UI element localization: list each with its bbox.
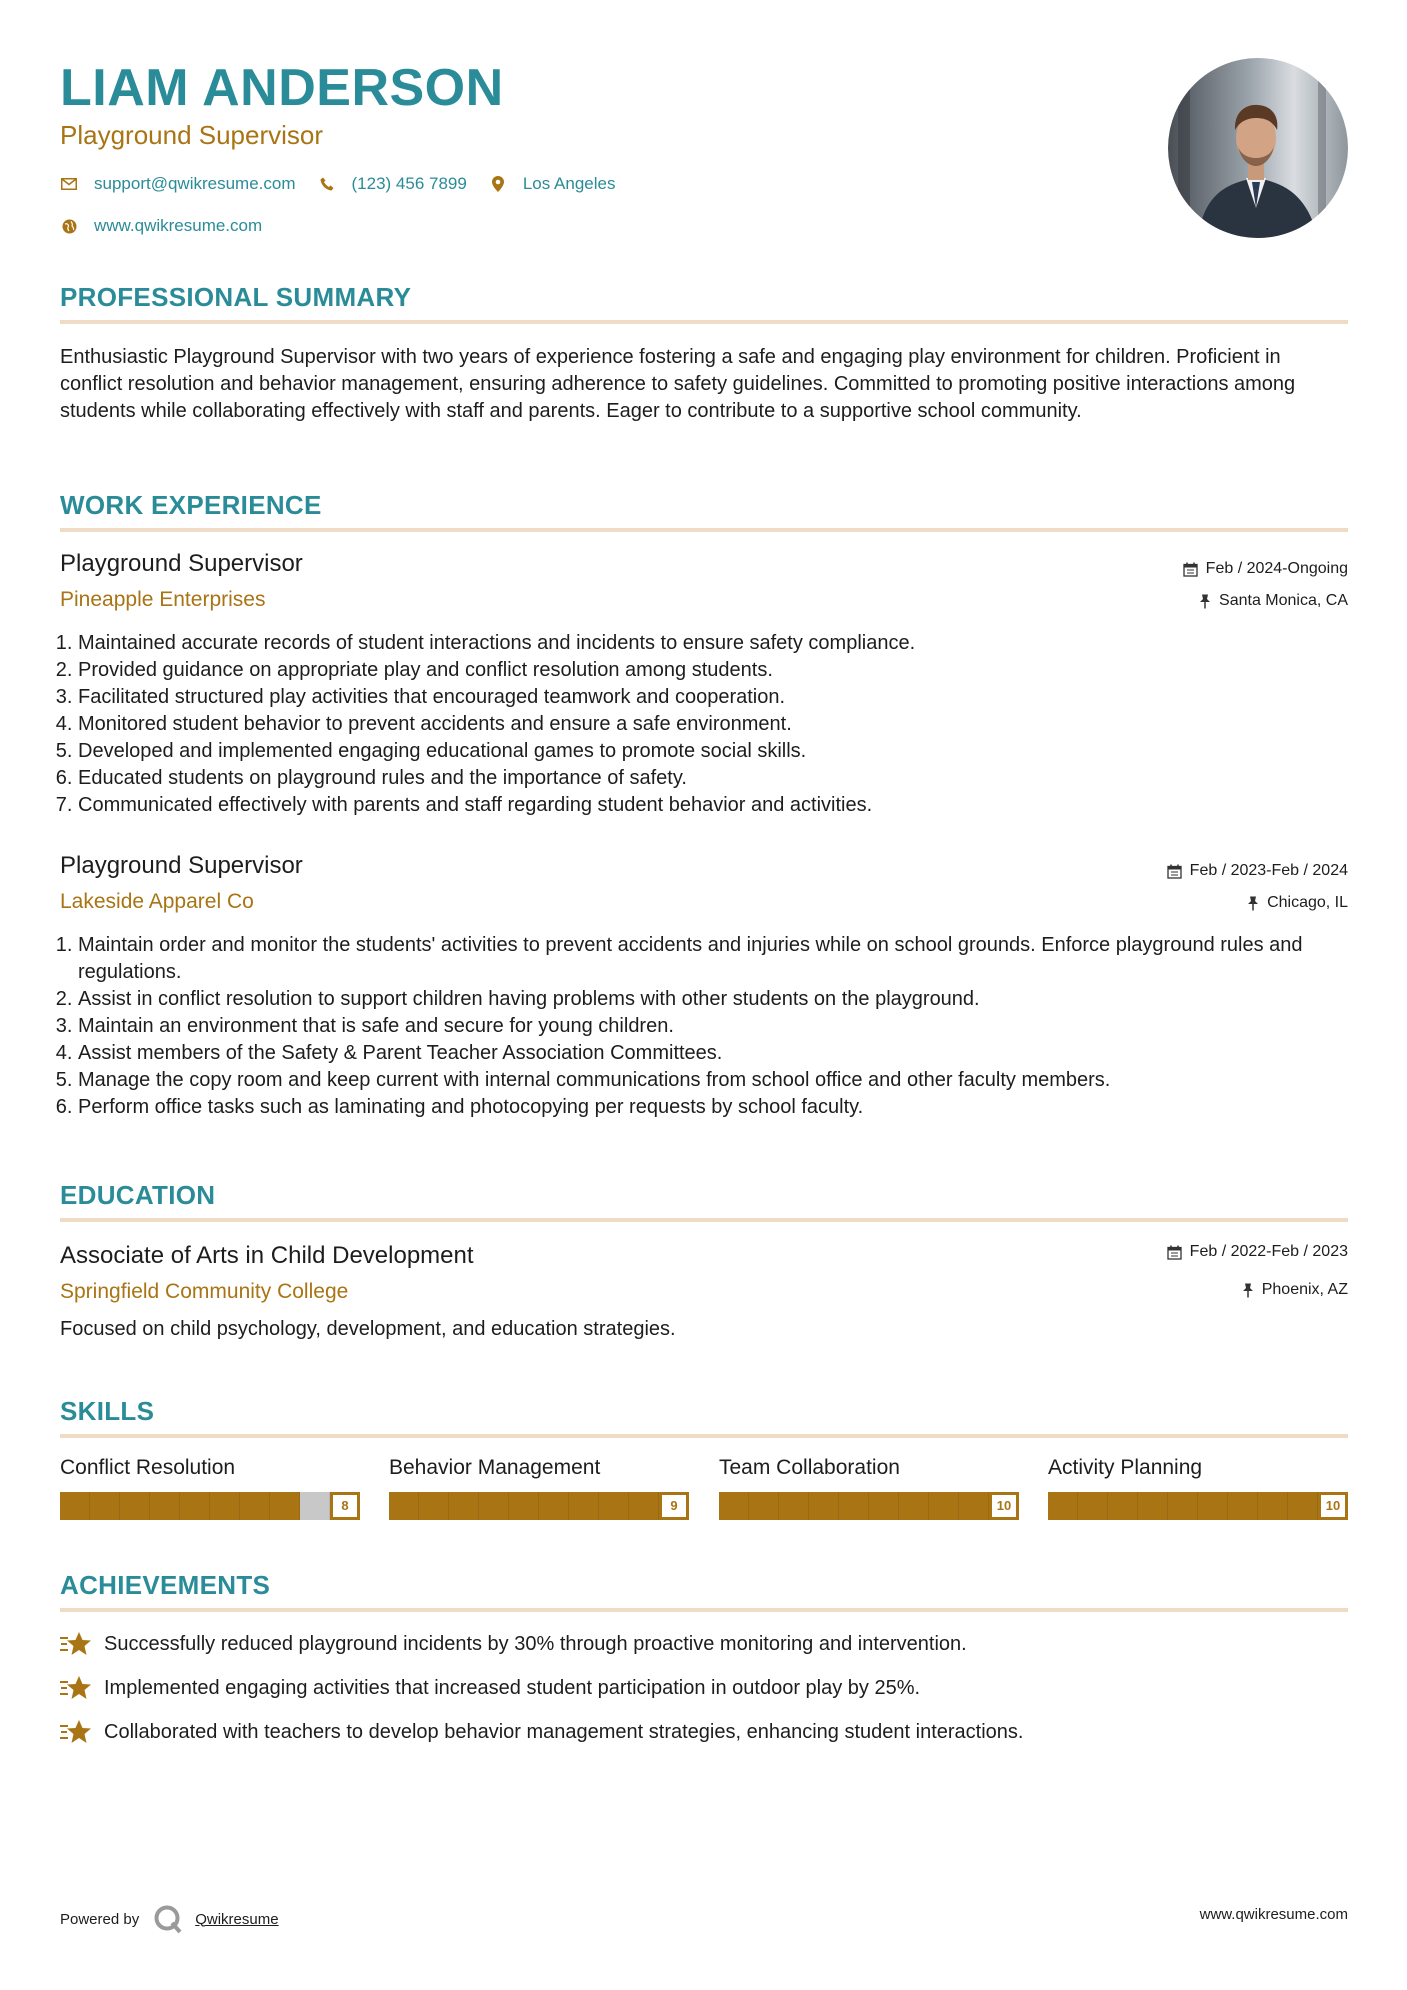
job-duties-list bbox=[60, 932, 1348, 1121]
job-dates bbox=[1167, 862, 1348, 880]
job-dates bbox=[1183, 560, 1348, 578]
skill-bar-segment bbox=[599, 1492, 629, 1520]
education-location-text: Phoenix, AZ bbox=[1261, 1281, 1348, 1298]
skill-bar-segment bbox=[1288, 1492, 1318, 1520]
achievement-item bbox=[60, 1718, 1023, 1746]
skill-bar-segment bbox=[60, 1492, 90, 1520]
skill-bar-segment bbox=[1108, 1492, 1138, 1520]
skill-bar-segment bbox=[809, 1492, 839, 1520]
skill-bar bbox=[60, 1492, 360, 1520]
skill-bar bbox=[719, 1492, 1019, 1520]
summary-divider bbox=[60, 320, 1348, 324]
skill-level-badge: 9 bbox=[659, 1492, 689, 1520]
education-dates-text: Feb / 2022-Feb / 2023 bbox=[1189, 1243, 1348, 1260]
skill-bar-segment bbox=[779, 1492, 809, 1520]
list-item: 7. Communicated effectively with parents and staff regarding student behavior and activities. bbox=[78, 792, 1348, 819]
company-name: Pineapple Enterprises bbox=[60, 588, 266, 611]
achievement-item bbox=[60, 1630, 967, 1658]
skill-bar-segment bbox=[389, 1492, 419, 1520]
star-award-icon bbox=[60, 1674, 92, 1702]
skill-bar-segment bbox=[1228, 1492, 1258, 1520]
skill-bar-segment bbox=[240, 1492, 270, 1520]
skill-bar-segment bbox=[629, 1492, 659, 1520]
skill-level-badge: 8 bbox=[330, 1492, 360, 1520]
skill-bar bbox=[1048, 1492, 1348, 1520]
experience-divider bbox=[60, 528, 1348, 532]
job-title: Playground Supervisor bbox=[60, 550, 303, 577]
skill-bar-segment bbox=[419, 1492, 449, 1520]
summary-text: Enthusiastic Playground Supervisor with two years of experience fostering a safe and engaging play environment for children. Proficient in conflict resolution and behavior management, ensuring adherence to safety guidelines. Committed to promoting positive interactions among students while collaborating effectively with staff and parents. Eager to contribute to a supportive school community. bbox=[60, 346, 1296, 422]
skill-bar-segment bbox=[90, 1492, 120, 1520]
skill-name: Team Collaboration bbox=[719, 1456, 900, 1479]
education-location bbox=[1242, 1281, 1348, 1299]
skill-bar-segment bbox=[270, 1492, 300, 1520]
pin-icon bbox=[1247, 896, 1259, 911]
list-item: 1. Maintained accurate records of student interactions and incidents to ensure safety compliance. bbox=[78, 630, 1348, 657]
job-duties-list bbox=[60, 630, 1348, 819]
location-pin-icon bbox=[489, 175, 507, 193]
star-award-icon bbox=[60, 1718, 92, 1746]
powered-by-label: Powered by bbox=[60, 1910, 140, 1928]
skill-bar-segment bbox=[1138, 1492, 1168, 1520]
skill-bar-segment bbox=[449, 1492, 479, 1520]
email-link[interactable]: support@qwikresume.com bbox=[94, 174, 296, 193]
achievement-text: Successfully reduced playground incidents by 30% through proactive monitoring and intervention. bbox=[104, 1632, 967, 1655]
skill-bar-segment bbox=[569, 1492, 599, 1520]
skill-bar-segment bbox=[719, 1492, 749, 1520]
skill-bar-segment bbox=[300, 1492, 330, 1520]
skill-bar-segment bbox=[120, 1492, 150, 1520]
education-description: Focused on child psychology, development, and education strategies. bbox=[60, 1318, 676, 1340]
skill-bar-segment bbox=[929, 1492, 959, 1520]
school-name: Springfield Community College bbox=[60, 1280, 349, 1303]
skill-item bbox=[719, 1456, 1019, 1520]
skill-bar-segment bbox=[509, 1492, 539, 1520]
job-title: Playground Supervisor bbox=[60, 852, 303, 879]
contact-row-2 bbox=[60, 216, 284, 236]
skill-bar-segment bbox=[869, 1492, 899, 1520]
globe-icon bbox=[60, 217, 78, 235]
skill-bar-segment bbox=[210, 1492, 240, 1520]
achievement-text: Implemented engaging activities that increased student participation in outdoor play by 25%. bbox=[104, 1676, 921, 1699]
job-location bbox=[1247, 894, 1348, 912]
job-dates-text: Feb / 2024-Ongoing bbox=[1205, 560, 1348, 577]
job-location-text: Chicago, IL bbox=[1267, 894, 1348, 911]
skill-name: Conflict Resolution bbox=[60, 1456, 236, 1479]
skill-bar-segment bbox=[1168, 1492, 1198, 1520]
summary-heading: PROFESSIONAL SUMMARY bbox=[60, 282, 412, 312]
list-item: 3. Maintain an environment that is safe and secure for young children. bbox=[78, 1013, 1348, 1040]
skill-bar-segment bbox=[479, 1492, 509, 1520]
star-award-icon bbox=[60, 1630, 92, 1658]
skill-item bbox=[1048, 1456, 1348, 1520]
achievements-divider bbox=[60, 1608, 1348, 1612]
pin-icon bbox=[1199, 594, 1211, 609]
skills-heading: SKILLS bbox=[60, 1396, 155, 1426]
education-dates bbox=[1167, 1243, 1348, 1261]
skill-name: Activity Planning bbox=[1048, 1456, 1203, 1479]
skill-bar-segment bbox=[899, 1492, 929, 1520]
location-text: Los Angeles bbox=[522, 174, 616, 193]
skill-level-badge: 10 bbox=[989, 1492, 1019, 1520]
list-item: 4. Monitored student behavior to prevent accidents and ensure a safe environment. bbox=[78, 711, 1348, 738]
achievements-heading: ACHIEVEMENTS bbox=[60, 1570, 271, 1600]
skill-bar-segment bbox=[1078, 1492, 1108, 1520]
company-name: Lakeside Apparel Co bbox=[60, 890, 254, 913]
skill-name: Behavior Management bbox=[389, 1456, 601, 1479]
candidate-name: LIAM ANDERSON bbox=[60, 59, 504, 117]
job-location-text: Santa Monica, CA bbox=[1219, 592, 1348, 609]
skill-bar-segment bbox=[959, 1492, 989, 1520]
skill-bar-segment bbox=[749, 1492, 779, 1520]
education-divider bbox=[60, 1218, 1348, 1222]
qwikresume-logo-icon bbox=[153, 1904, 183, 1934]
skill-bar-segment bbox=[1048, 1492, 1078, 1520]
calendar-icon bbox=[1167, 864, 1182, 879]
experience-heading: WORK EXPERIENCE bbox=[60, 490, 322, 520]
education-heading: EDUCATION bbox=[60, 1180, 216, 1210]
list-item: 5. Manage the copy room and keep current with internal communications from school office and other faculty members. bbox=[78, 1067, 1348, 1094]
skill-bar-segment bbox=[180, 1492, 210, 1520]
phone-icon bbox=[318, 175, 336, 193]
phone-number[interactable]: (123) 456 7899 bbox=[351, 174, 467, 193]
achievement-item bbox=[60, 1674, 920, 1702]
calendar-icon bbox=[1167, 1245, 1182, 1260]
skill-bar-segment bbox=[1198, 1492, 1228, 1520]
skill-bar-segment bbox=[1258, 1492, 1288, 1520]
footer-powered-by bbox=[60, 1904, 279, 1934]
list-item: 4. Assist members of the Safety & Parent Teacher Association Committees. bbox=[78, 1040, 1348, 1067]
profile-photo bbox=[1168, 58, 1348, 238]
list-item: 6. Educated students on playground rules and the importance of safety. bbox=[78, 765, 1348, 792]
achievement-text: Collaborated with teachers to develop behavior management strategies, enhancing student interactions. bbox=[104, 1720, 1024, 1743]
skill-bar-segment bbox=[539, 1492, 569, 1520]
job-dates-text: Feb / 2023-Feb / 2024 bbox=[1189, 862, 1348, 879]
skill-item bbox=[60, 1456, 360, 1520]
skill-bar bbox=[389, 1492, 689, 1520]
skill-item bbox=[389, 1456, 689, 1520]
skill-bar-segment bbox=[150, 1492, 180, 1520]
list-item: 2. Assist in conflict resolution to support children having problems with other students on the playground. bbox=[78, 986, 1348, 1013]
contact-row-1 bbox=[60, 174, 637, 194]
job-location bbox=[1199, 592, 1348, 610]
list-item: 2. Provided guidance on appropriate play and conflict resolution among students. bbox=[78, 657, 1348, 684]
skill-level-badge: 10 bbox=[1318, 1492, 1348, 1520]
footer-url[interactable]: www.qwikresume.com bbox=[1199, 1906, 1348, 1923]
degree-title: Associate of Arts in Child Development bbox=[60, 1242, 474, 1269]
website-link[interactable]: www.qwikresume.com bbox=[94, 216, 263, 235]
list-item: 5. Developed and implemented engaging educational games to promote social skills. bbox=[78, 738, 1348, 765]
skill-bar-segment bbox=[839, 1492, 869, 1520]
email-icon bbox=[60, 175, 78, 193]
candidate-title: Playground Supervisor bbox=[60, 120, 324, 150]
list-item: 6. Perform office tasks such as laminating and photocopying per requests by school faculty. bbox=[78, 1094, 1348, 1121]
skills-divider bbox=[60, 1434, 1348, 1438]
pin-icon bbox=[1242, 1283, 1254, 1298]
calendar-icon bbox=[1183, 562, 1198, 577]
list-item: 3. Facilitated structured play activities that encouraged teamwork and cooperation. bbox=[78, 684, 1348, 711]
list-item: 1. Maintain order and monitor the students' activities to prevent accidents and injuries while on school grounds. Enforce playground rules and regulations. bbox=[78, 932, 1348, 986]
qwikresume-link[interactable]: Qwikresume bbox=[195, 1910, 279, 1928]
